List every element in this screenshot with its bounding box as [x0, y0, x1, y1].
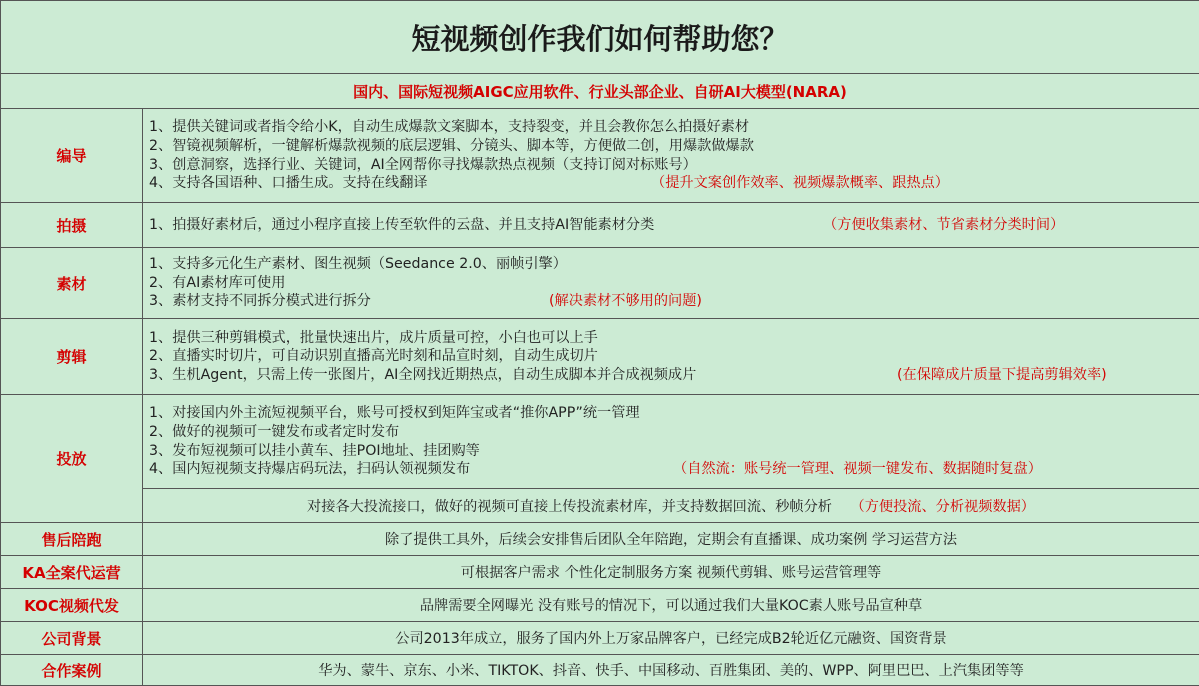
line: 4、国内短视频支持爆店码玩法，扫码认领视频发布	[149, 461, 470, 477]
line: 1、提供关键词或者指令给小K，自动生成爆款文案脚本，支持裂变，并且会教你怎么拍摄好素材	[149, 118, 1193, 137]
label-ka: KA全案代运营	[1, 556, 143, 589]
highlight-note: （自然流：账号统一管理、视频一键发布、数据随时复盘）	[673, 460, 1042, 479]
content-bian-dao	[143, 109, 1199, 203]
highlight-note: (在保障成片质量下提高剪辑效率)	[897, 366, 1107, 385]
line: 1、拍摄好素材后，通过小程序直接上传至软件的云盘、并且支持AI智能素材分类	[149, 217, 654, 233]
label-pai-she: 拍摄	[1, 203, 143, 248]
label-cases: 合作案例	[1, 655, 143, 686]
line: 1、支持多元化生产素材、图生视频（Seedance 2.0、丽帧引擎）	[149, 255, 1193, 274]
line: 3、发布短视频可以挂小黄车、挂POI地址、挂团购等	[149, 442, 1193, 461]
content-jian-ji	[143, 319, 1199, 395]
highlight-note: (解决素材不够用的问题)	[549, 292, 702, 311]
highlight-note: （提升文案创作效率、视频爆款概率、跟热点）	[651, 174, 949, 193]
content-tou-fang-extra	[143, 489, 1199, 523]
highlight-note: （方便投流、分析视频数据）	[851, 499, 1035, 515]
content-ka: 可根据客户需求 个性化定制服务方案 视频代剪辑、账号运营管理等	[143, 556, 1199, 589]
content-su-cai	[143, 248, 1199, 319]
content-koc: 品牌需要全网曝光 没有账号的情况下，可以通过我们大量KOC素人账号品宣种草	[143, 589, 1199, 622]
line: 1、提供三种剪辑模式，批量快速出片，成片质量可控，小白也可以上手	[149, 329, 1193, 348]
line: 3、生机Agent，只需上传一张图片，AI全网找近期热点，自动生成脚本并合成视频成片	[149, 367, 696, 383]
content-tou-fang	[143, 395, 1199, 489]
line: 2、直播实时切片，可自动识别直播高光时刻和品宣时刻，自动生成切片	[149, 347, 1193, 366]
label-company: 公司背景	[1, 622, 143, 655]
line: 2、有AI素材库可使用	[149, 274, 1193, 293]
line: 3、创意洞察，选择行业、关键词，AI全网帮你寻找爆款热点视频（支持订阅对标账号）	[149, 156, 1193, 175]
line: 3、素材支持不同拆分模式进行拆分	[149, 293, 371, 309]
label-bian-dao: 编导	[1, 109, 143, 203]
line: 2、做好的视频可一键发布或者定时发布	[149, 423, 1193, 442]
content-company: 公司2013年成立，服务了国内外上万家品牌客户，已经完成B2轮近亿元融资、国资背景	[143, 622, 1199, 655]
label-after-sales: 售后陪跑	[1, 523, 143, 556]
subtitle: 国内、国际短视频AIGC应用软件、行业头部企业、自研AI大模型(NARA)	[1, 74, 1199, 109]
page-title: 短视频创作我们如何帮助您？	[1, 1, 1199, 74]
content-after-sales: 除了提供工具外，后续会安排售后团队全年陪跑，定期会有直播课、成功案例 学习运营方法	[143, 523, 1199, 556]
label-su-cai: 素材	[1, 248, 143, 319]
extra-text: 对接各大投流接口，做好的视频可直接上传投流素材库，并支持数据回流、秒帧分析	[307, 499, 832, 515]
content-cases: 华为、蒙牛、京东、小米、TIKTOK、抖音、快手、中国移动、百胜集团、美的、WPP、阿里巴巴、上汽集团等等	[143, 655, 1199, 686]
line: 2、智镜视频解析，一键解析爆款视频的底层逻辑、分镜头、脚本等，方便做二创，用爆款做爆款	[149, 137, 1193, 156]
label-tou-fang: 投放	[1, 395, 143, 523]
label-koc: KOC视频代发	[1, 589, 143, 622]
label-jian-ji: 剪辑	[1, 319, 143, 395]
line: 1、对接国内外主流短视频平台，账号可授权到矩阵宝或者“推你APP”统一管理	[149, 404, 1193, 423]
line: 4、支持各国语种、口播生成。支持在线翻译	[149, 175, 428, 191]
highlight-note: （方便收集素材、节省素材分类时间）	[823, 216, 1064, 235]
content-pai-she	[143, 203, 1199, 248]
